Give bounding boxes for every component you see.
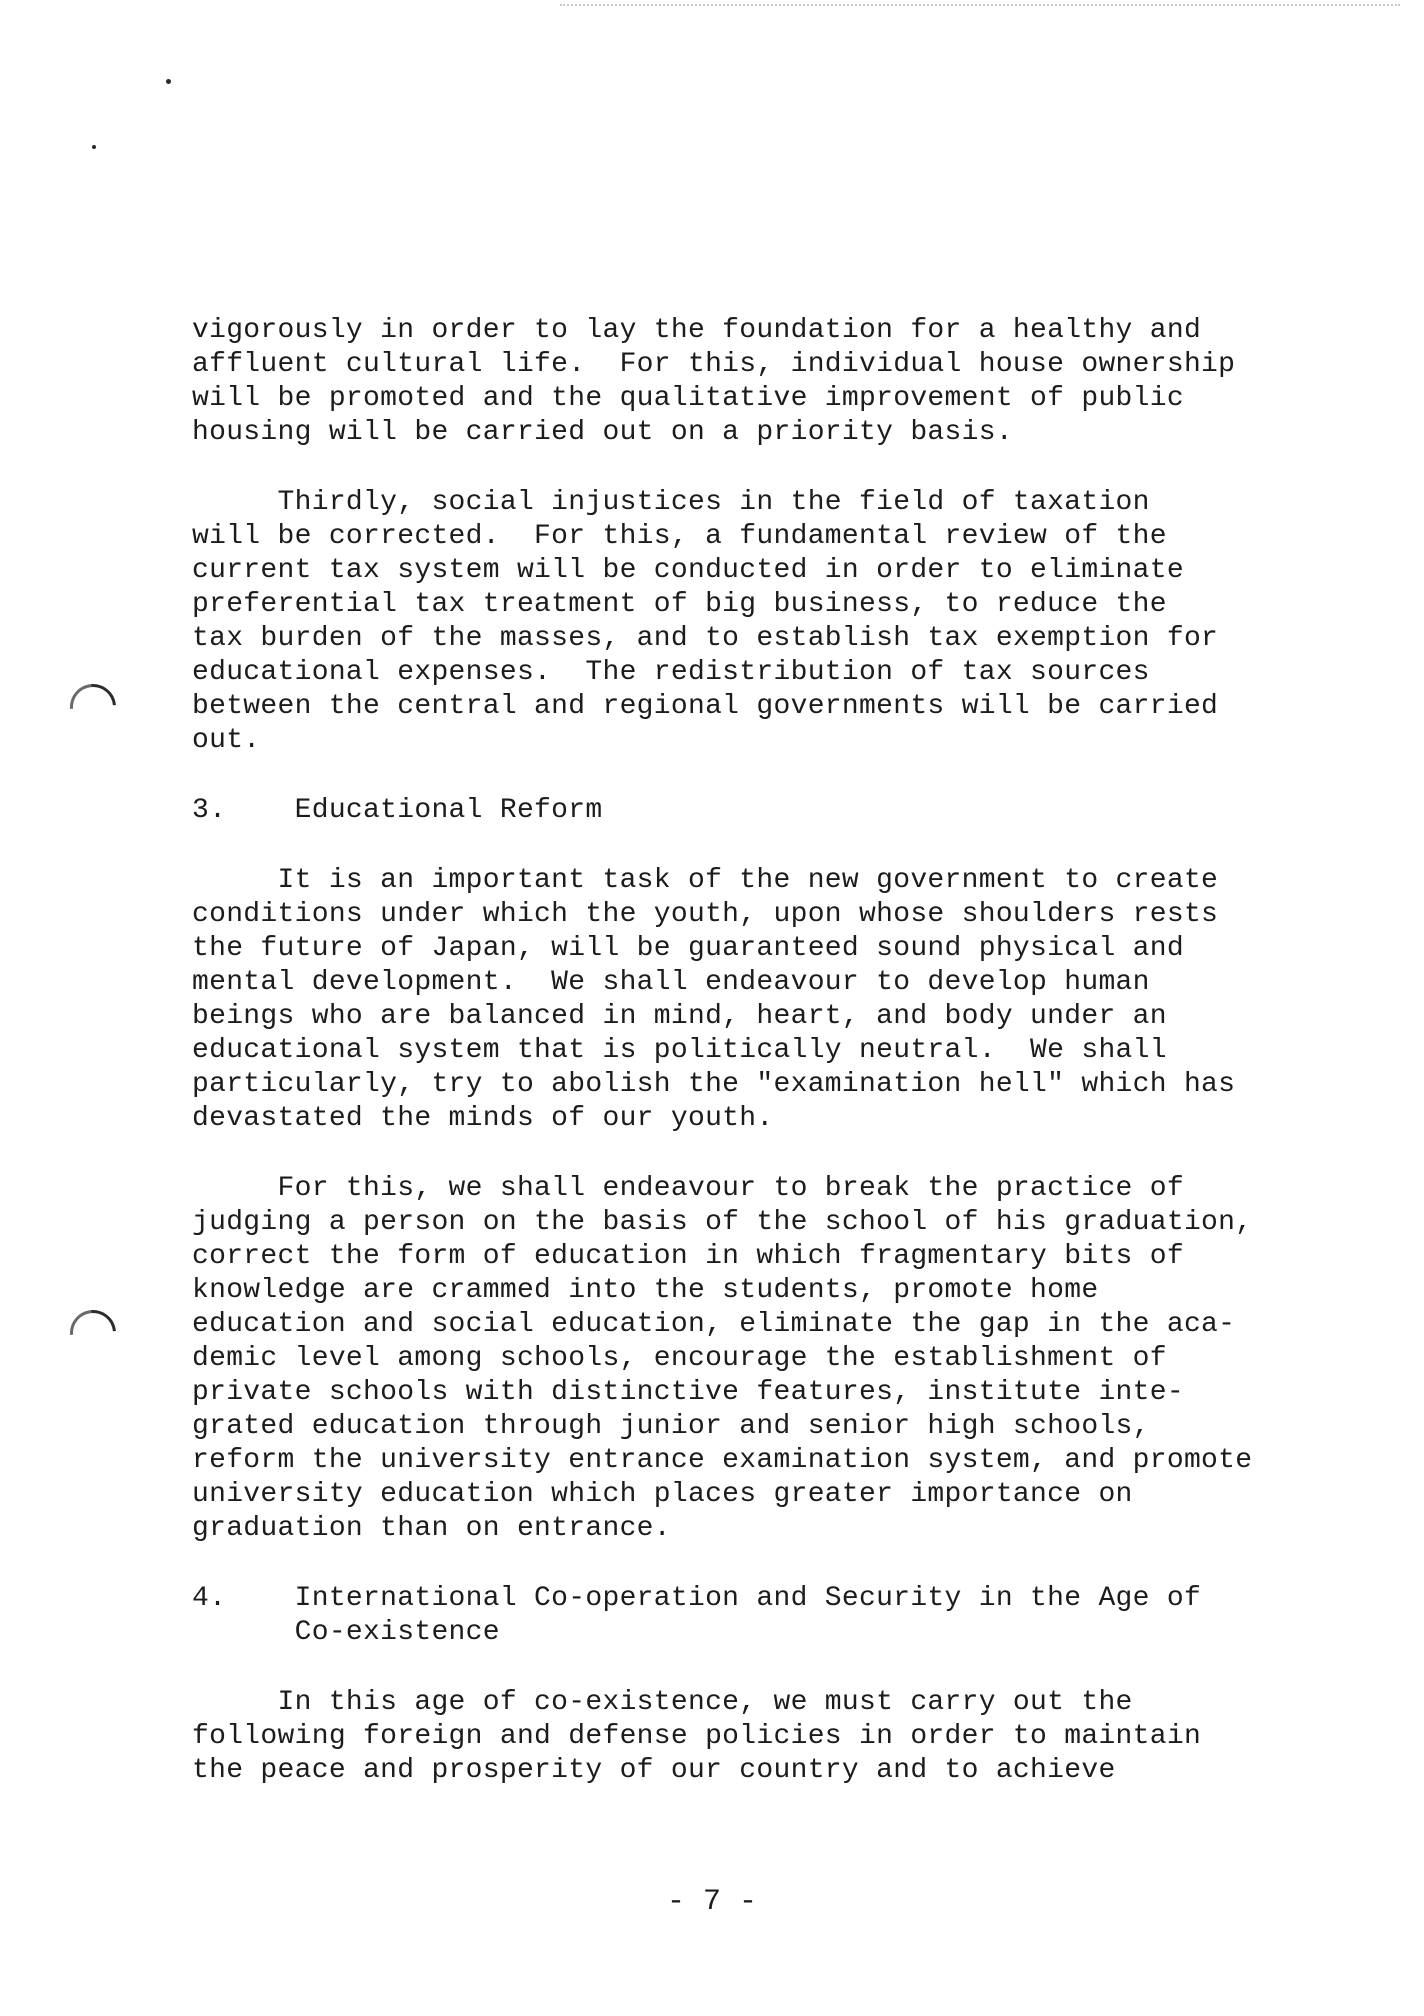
body-line: educational system that is politically neutral. We shall <box>192 1035 1167 1066</box>
body-line: university education which places greater importance on <box>192 1479 1133 1510</box>
section-heading-international-cooperation-cont: Co-existence <box>192 1617 500 1648</box>
body-line: correct the form of education in which fragmentary bits of <box>192 1241 1184 1272</box>
scan-speck <box>92 145 96 149</box>
body-line: reform the university entrance examination system, and promote <box>192 1445 1253 1476</box>
body-line: out. <box>192 725 261 756</box>
scan-artifact-top <box>560 4 1400 10</box>
body-line: the future of Japan, will be guaranteed sound physical and <box>192 933 1184 964</box>
body-line: following foreign and defense policies in order to maintain <box>192 1721 1202 1752</box>
section-heading-educational-reform: 3. Educational Reform <box>192 795 603 826</box>
body-line: will be corrected. For this, a fundamental review of the <box>192 521 1167 552</box>
punch-hole-mark <box>61 675 126 740</box>
body-line: judging a person on the basis of the school of his graduation, <box>192 1207 1253 1238</box>
scan-speck <box>166 79 171 84</box>
body-line: In this age of co-existence, we must carry out the <box>192 1687 1133 1718</box>
punch-hole-mark <box>61 1301 126 1366</box>
body-line: affluent cultural life. For this, individual house ownership <box>192 349 1236 380</box>
body-line: current tax system will be conducted in order to eliminate <box>192 555 1184 586</box>
body-line: For this, we shall endeavour to break the practice of <box>192 1173 1184 1204</box>
body-line: mental development. We shall endeavour to develop human <box>192 967 1150 998</box>
body-line: the peace and prosperity of our country and to achieve <box>192 1755 1116 1786</box>
body-line: conditions under which the youth, upon whose shoulders rests <box>192 899 1219 930</box>
body-line: preferential tax treatment of big business, to reduce the <box>192 589 1167 620</box>
body-line: between the central and regional governments will be carried <box>192 691 1219 722</box>
body-line: It is an important task of the new government to create <box>192 865 1219 896</box>
body-line: beings who are balanced in mind, heart, and body under an <box>192 1001 1167 1032</box>
page-number: - 7 - <box>666 1885 757 1919</box>
body-line: will be promoted and the qualitative improvement of public <box>192 383 1184 414</box>
body-line: tax burden of the masses, and to establish tax exemption for <box>192 623 1219 654</box>
body-line: demic level among schools, encourage the establishment of <box>192 1343 1167 1374</box>
body-line: educational expenses. The redistribution of tax sources <box>192 657 1150 688</box>
body-line: vigorously in order to lay the foundation for a healthy and <box>192 315 1202 346</box>
body-line: education and social education, eliminate the gap in the aca- <box>192 1309 1236 1340</box>
body-line: Thirdly, social injustices in the field of taxation <box>192 487 1150 518</box>
body-line: particularly, try to abolish the "examination hell" which has <box>192 1069 1236 1100</box>
body-line: housing will be carried out on a priority basis. <box>192 417 1013 448</box>
body-line: grated education through junior and senior high schools, <box>192 1411 1150 1442</box>
body-line: devastated the minds of our youth. <box>192 1103 774 1134</box>
body-line: graduation than on entrance. <box>192 1513 671 1544</box>
section-heading-international-cooperation: 4. International Co-operation and Security in the Age of <box>192 1583 1202 1614</box>
body-line: private schools with distinctive features, institute inte- <box>192 1377 1184 1408</box>
body-line: knowledge are crammed into the students, promote home <box>192 1275 1099 1306</box>
